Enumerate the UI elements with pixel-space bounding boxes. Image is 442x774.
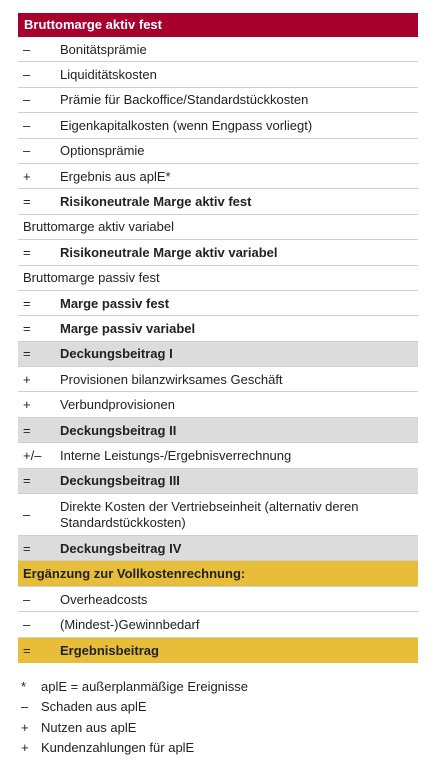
table-row xyxy=(18,62,418,87)
row-label: Bruttomarge passiv fest xyxy=(23,270,160,286)
row-operator: – xyxy=(23,616,31,632)
row-label: Eigenkapitalkosten (wenn Engpass vorliegt) xyxy=(60,117,313,133)
row-operator: = xyxy=(23,346,31,362)
footnote-text: Kundenzahlungen für aplE xyxy=(41,740,195,756)
footnote-symbol: * xyxy=(21,678,27,694)
row-operator: + xyxy=(23,168,31,184)
row-label: Marge passiv variabel xyxy=(60,320,196,336)
table-row xyxy=(18,367,418,392)
row-operator: = xyxy=(23,244,31,260)
row-operator: +/– xyxy=(23,447,42,463)
table-row xyxy=(18,418,418,443)
row-operator: = xyxy=(23,540,31,556)
row-operator: – xyxy=(23,117,31,133)
row-label: Deckungsbeitrag IV xyxy=(60,540,182,556)
footnote-item xyxy=(21,697,421,718)
table-row xyxy=(18,291,418,316)
table-row xyxy=(18,342,418,367)
row-operator: = xyxy=(23,320,31,336)
row-label: Provisionen bilanzwirksames Geschäft xyxy=(60,371,283,387)
row-label: Risikoneutrale Marge aktiv fest xyxy=(60,194,252,210)
footnote-symbol: – xyxy=(21,699,29,715)
margin-calculation-table xyxy=(18,13,418,663)
row-operator: = xyxy=(23,642,31,658)
row-label: Deckungsbeitrag III xyxy=(60,473,180,489)
footnote-symbol: + xyxy=(21,719,29,735)
row-label: Prämie für Backoffice/Standardstückkosten xyxy=(60,92,309,108)
row-operator: – xyxy=(23,41,31,57)
table-row xyxy=(18,494,418,536)
row-label: Ergebnis aus aplE* xyxy=(60,168,171,184)
row-operator: – xyxy=(23,506,31,522)
table-row xyxy=(18,139,418,164)
table-row xyxy=(18,587,418,612)
footnote-item xyxy=(21,717,421,738)
row-label: Risikoneutrale Marge aktiv variabel xyxy=(60,244,278,260)
row-label: Ergänzung zur Vollkostenrechnung: xyxy=(23,566,246,582)
table-row xyxy=(18,215,418,240)
table-row xyxy=(18,469,418,494)
row-operator: = xyxy=(23,295,31,311)
row-label: (Mindest-)Gewinnbedarf xyxy=(60,616,200,632)
row-label: Verbundprovisionen xyxy=(60,397,175,413)
footnote-symbol: + xyxy=(21,740,29,756)
footnote-item xyxy=(21,676,421,697)
table-row xyxy=(18,561,418,586)
row-label: Bonitätsprämie xyxy=(60,41,147,57)
table-row xyxy=(18,164,418,189)
row-label: Optionsprämie xyxy=(60,143,145,159)
table-row xyxy=(18,316,418,341)
row-operator: = xyxy=(23,422,31,438)
table-row xyxy=(18,392,418,417)
row-operator: + xyxy=(23,371,31,387)
row-label: Overheadcosts xyxy=(60,591,148,607)
table-row xyxy=(18,189,418,214)
row-operator: = xyxy=(23,194,31,210)
table-row xyxy=(18,240,418,265)
table-row xyxy=(18,536,418,561)
row-operator: – xyxy=(23,591,31,607)
table-body xyxy=(18,37,418,663)
table-row xyxy=(18,266,418,291)
footnote-text: Nutzen aus aplE xyxy=(41,719,137,735)
row-label: Liquiditätskosten xyxy=(60,67,157,83)
row-label: Deckungsbeitrag I xyxy=(60,346,173,362)
table-row xyxy=(18,113,418,138)
table-row xyxy=(18,612,418,637)
footnotes xyxy=(21,676,421,758)
footnote-item xyxy=(21,738,421,759)
row-operator: – xyxy=(23,143,31,159)
table-title: Bruttomarge aktiv fest xyxy=(18,13,418,37)
table-row xyxy=(18,638,418,663)
table-row xyxy=(18,88,418,113)
row-operator: + xyxy=(23,397,31,413)
table-row xyxy=(18,37,418,62)
row-operator: = xyxy=(23,473,31,489)
row-label: Interne Leistungs-/Ergebnisverrechnung xyxy=(60,447,292,463)
table-row xyxy=(18,443,418,468)
row-label: Direkte Kosten der Vertriebseinheit (alternativ deren Standardstückkosten) xyxy=(60,498,359,530)
row-operator: – xyxy=(23,92,31,108)
row-label: Ergebnisbeitrag xyxy=(60,642,159,658)
row-label: Bruttomarge aktiv variabel xyxy=(23,219,175,235)
footnote-text: aplE = außerplanmäßige Ereignisse xyxy=(41,678,249,694)
row-label: Marge passiv fest xyxy=(60,295,170,311)
row-label: Deckungsbeitrag II xyxy=(60,422,177,438)
row-operator: – xyxy=(23,67,31,83)
footnote-text: Schaden aus aplE xyxy=(41,699,147,715)
